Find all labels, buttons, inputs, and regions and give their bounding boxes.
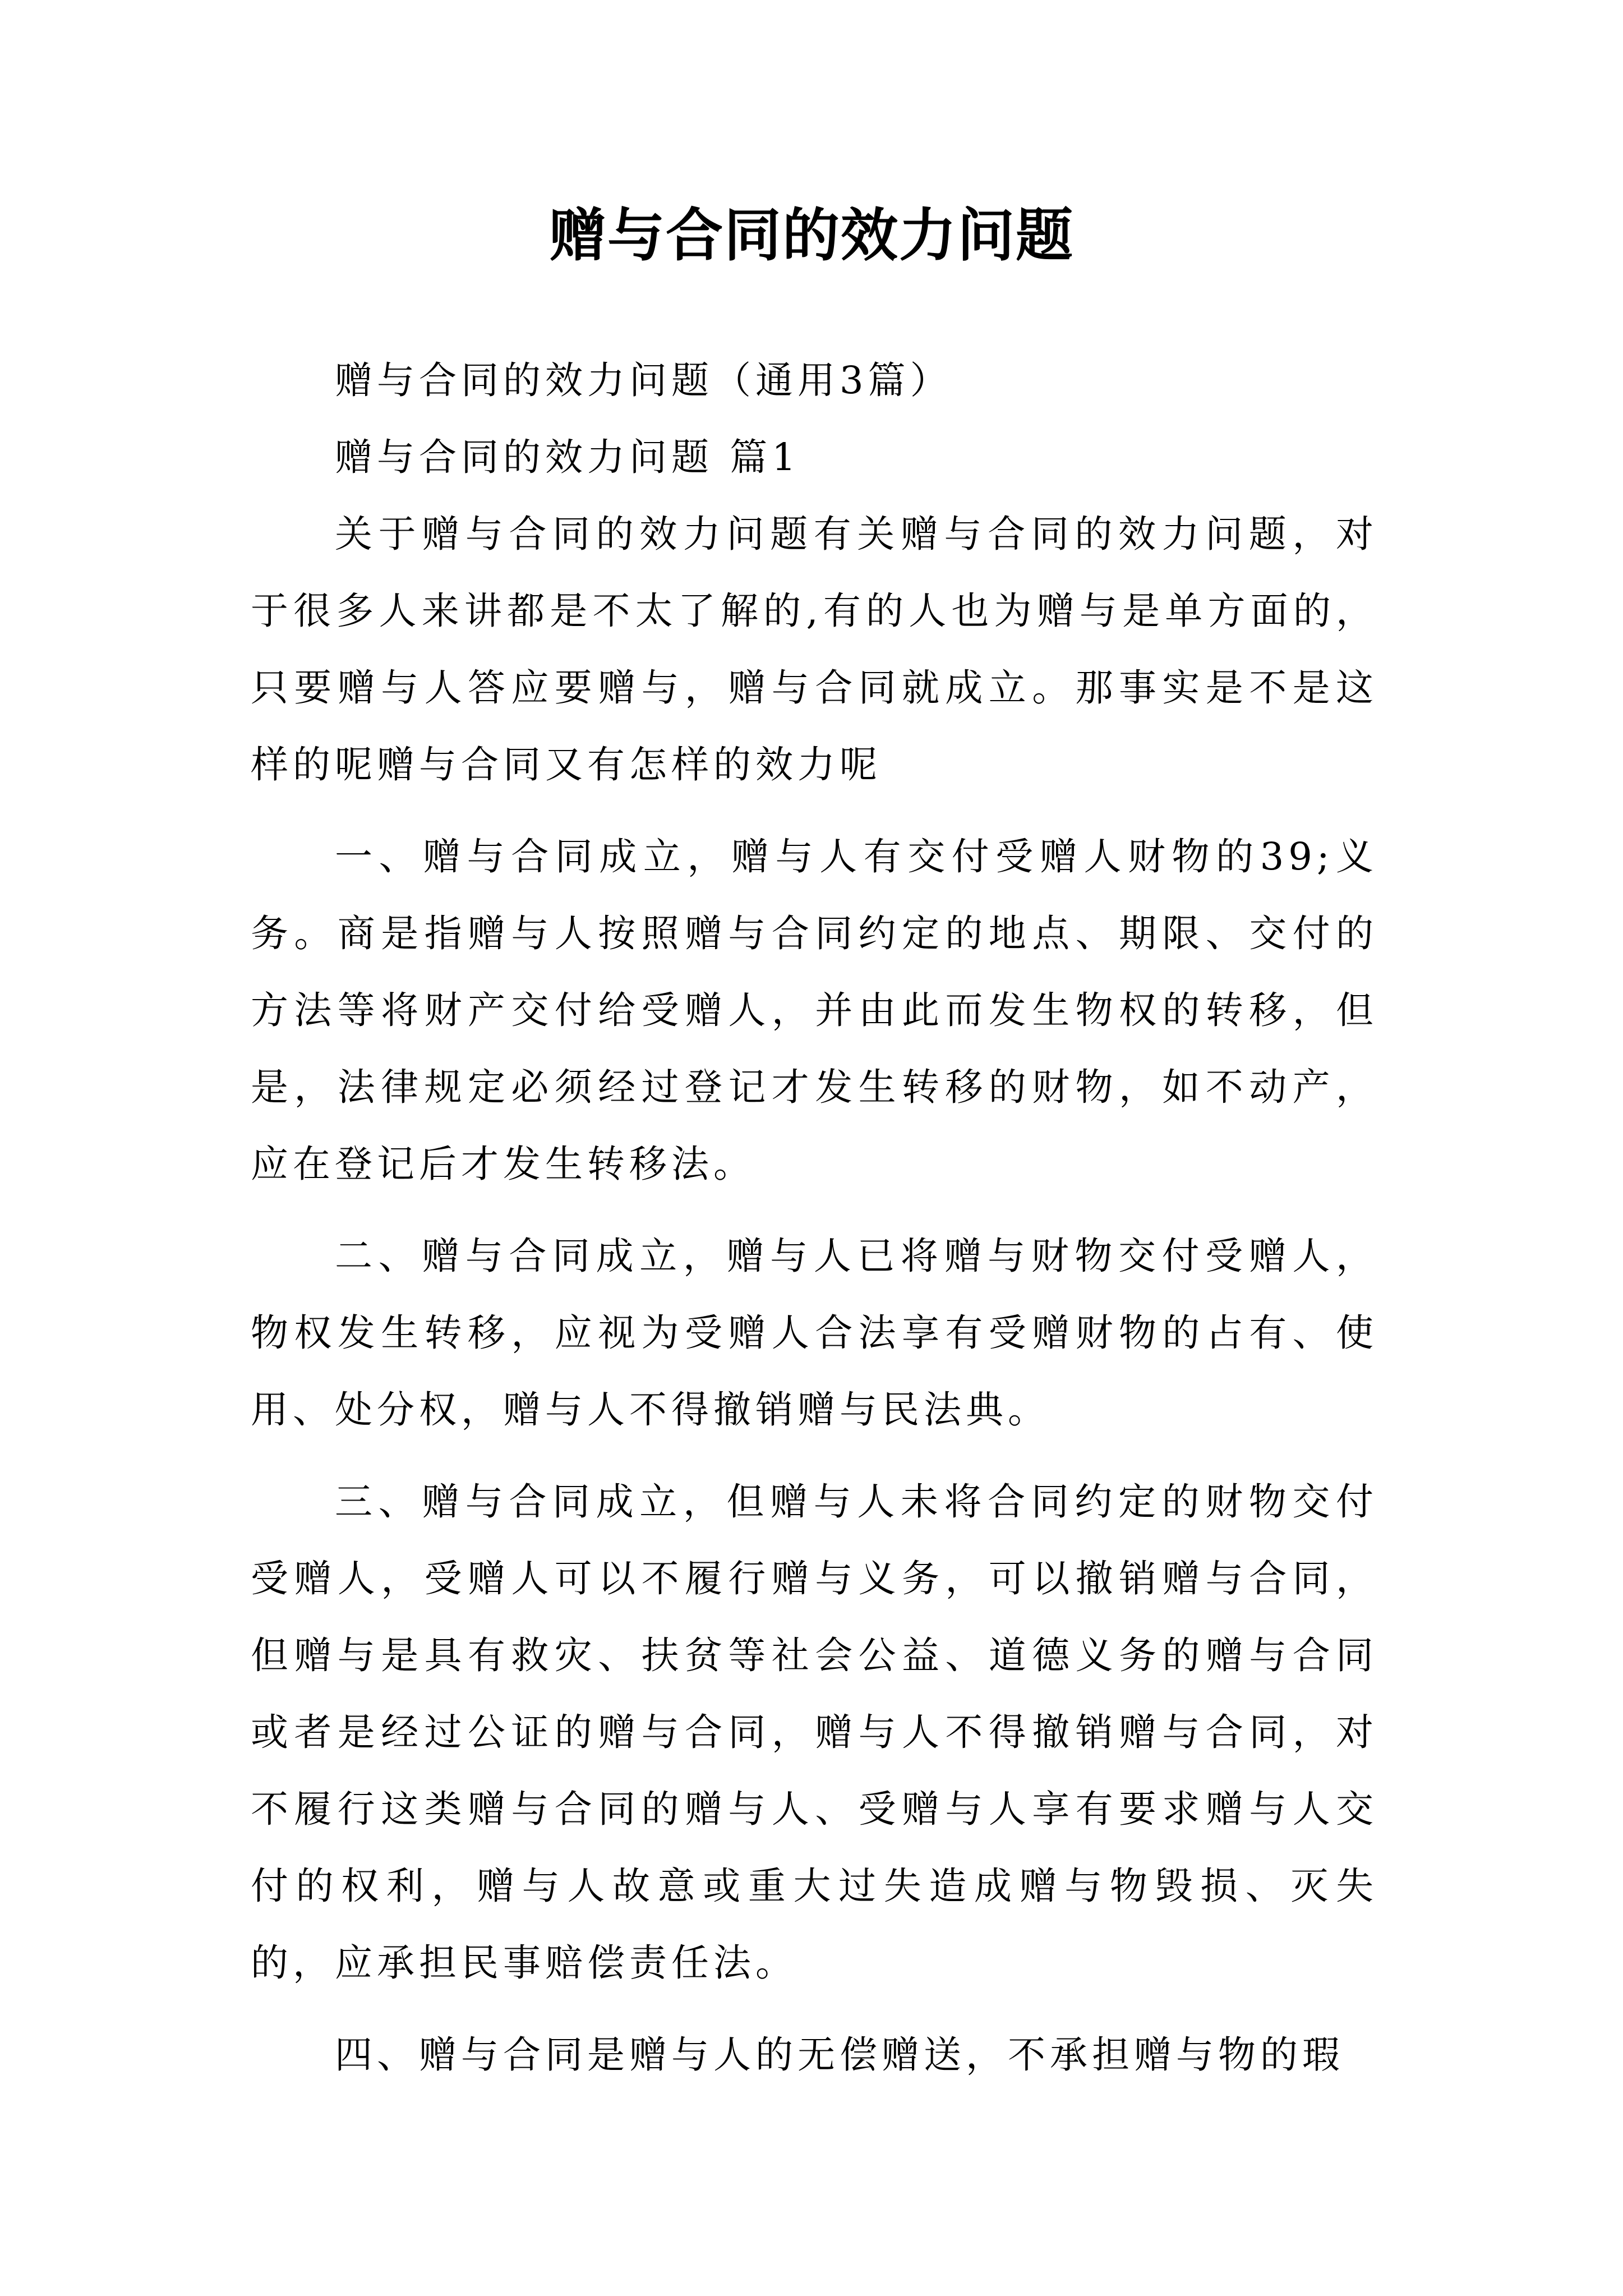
paragraph-intro: 关于赠与合同的效力问题有关赠与合同的效力问题，对于很多人来讲都是不太了解的,有的人也为赠与是单方面的，只要赠与人答应要赠与，赠与合同就成立。那事实是不是这样的呢赠与合同又有怎样的效力呢 <box>251 512 1378 786</box>
paragraph-point-1: 一、赠与合同成立，赠与人有交付受赠人财物的39;义务。商是指赠与人按照赠与合同约定的地点、期限、交付的方法等将财产交付给受赠人，并由此而发生物权的转移，但是，法律规定必须经过登记才发生转移的财物，如不动产，应在登记后才发生转移法。 <box>251 835 1378 1186</box>
document-body <box>251 342 1378 2109</box>
paragraph-point-4: 四、赠与合同是赠与人的无偿赠送，不承担赠与物的瑕 <box>335 2033 1344 2077</box>
section-heading: 赠与合同的效力问题 篇1 <box>335 435 800 479</box>
paragraph-point-3: 三、赠与合同成立，但赠与人未将合同约定的财物交付受赠人，受赠人可以不履行赠与义务，可以撤销赠与合同，但赠与是具有救灾、扶贫等社会公益、道德义务的赠与合同或者是经过公证的赠与合同，赠与人不得撤销赠与合同，对不履行这类赠与合同的赠与人、受赠与人享有要求赠与人交付的权利，赠与人故意或重大过失造成赠与物毁损、灭失的，应承担民事赔偿责任法。 <box>251 1480 1378 1985</box>
document-title: 赠与合同的效力问题 <box>549 202 1074 269</box>
document-subtitle: 赠与合同的效力问题（通用3篇） <box>335 358 952 402</box>
paragraph-point-2: 二、赠与合同成立，赠与人已将赠与财物交付受赠人，物权发生转移，应视为受赠人合法享有受赠财物的占有、使用、处分权，赠与人不得撤销赠与民法典。 <box>251 1234 1378 1432</box>
